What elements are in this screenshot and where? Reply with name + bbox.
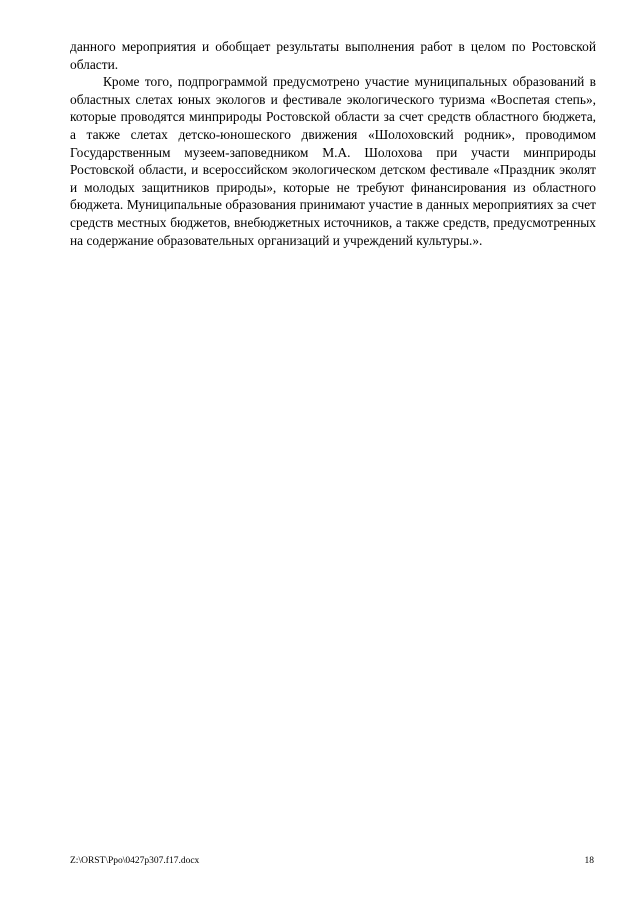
paragraph-participation: Кроме того, подпрограммой предусмотрено участие муниципальных образований в областных слетах юных экологов и фестивале экологического туризма «Воспетая степь», которые проводятся минприроды Ростовской области за счет средств областного бюджета, а также слетах детско-юношеского движения «Шолоховский родник», проводимом Государственным музеем-заповедником М.А. Шолохова при участи минприроды Ростовской области, и всероссийском экологическом детском фестивале «Праздник эколят и молодых защитников природы», которые не требуют финансирования из областного бюджета. Муниципальные образования принимают участие в данных мероприятиях за счет средств местных бюджетов, внебюджетных источников, а также средств, предусмотренных на содержание образовательных организаций и учреждений культуры.». [70, 74, 596, 248]
document-body [70, 38, 596, 249]
footer-file-path: Z:\ORST\Ppo\0427p307.f17.docx [70, 856, 200, 866]
footer-page-number: 18 [584, 856, 594, 866]
paragraph-continuation: данного мероприятия и обобщает результаты выполнения работ в целом по Ростовской области. [70, 39, 596, 72]
